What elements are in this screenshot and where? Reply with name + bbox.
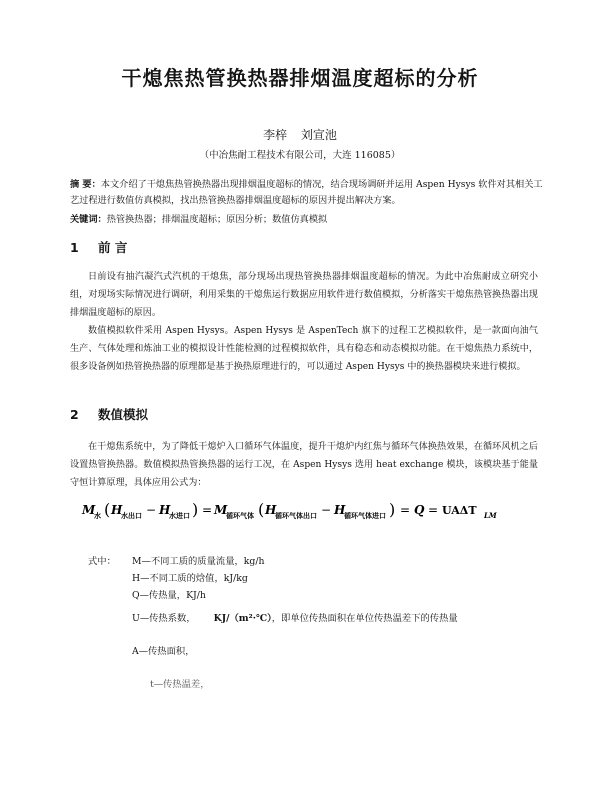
section-1-heading [70,238,127,256]
eq-equals-3: = [428,503,439,517]
section-2-number: 2 [70,407,79,422]
eq-h-in: H [159,503,171,517]
paper-title: 干熄焦热管换热器排烟温度超标的分析 [121,66,479,90]
eq-paren-open-1: ( [104,500,111,519]
eq-equals-1: = [202,503,213,517]
definition-m: M—不同工质的质量流量，kg/h [132,556,265,567]
definition-u [132,610,458,624]
energy-balance-equation [80,496,520,526]
eq-hg-out-sub: 循环气体进口 [344,511,386,520]
eq-minus-2: − [321,503,332,517]
abstract-text: 本文介绍了干熄焦热管换热器出现排烟温度超标的情况，结合现场调研并运用 Aspen Hysys 软件对其相关工艺过程进行数值仿真模拟，找出热管换热器排烟温度超标的原因并提出解决方案。 [70,179,543,206]
keywords [70,211,327,225]
eq-h-out-sub: 水出口 [121,511,142,520]
definition-dt: t—传热温差， [150,679,210,690]
keywords-label: 关键词： [70,214,107,225]
abstract-label: 摘 要： [70,179,101,190]
eq-hg-out: H [334,503,346,517]
definition-h: H—不同工质的焓值，kJ/kg [132,573,248,584]
definitions-intro: 式中： [88,556,116,567]
eq-m-water: M [82,503,96,517]
section-2-paragraph-1: 在干熄焦系统中，为了降低干熄炉入口循环气体温度，提升干熄炉内红焦与循环气体换热效果，在循环风机之后设置热管换热器。数值模拟热管换热器的运行工况，在 Aspen Hysys 选用 heat exchange 模块，该模块基于能量守恒计算原理，具体应用公式为： [70,442,538,488]
eq-hg-in: H [265,503,277,517]
section-1-title: 前 言 [98,240,128,255]
eq-hg-in-sub: 循环气体出口 [275,511,317,520]
authors: 李梓 刘宣池 [263,128,337,142]
eq-paren-close-2: ) [389,500,396,519]
eq-m-gas-sub: 循环气体 [226,511,254,520]
section-2-title: 数值模拟 [98,407,149,422]
eq-m-water-sub: 水 [94,511,101,520]
eq-q: Q [414,503,425,517]
section-2-heading [70,405,148,423]
definition-u-meaning: ，即单位传热面积在单位传热温差下的传热量 [271,613,458,624]
section-1-paragraph-2: 数值模拟软件采用 Aspen Hysys。Aspen Hysys 是 AspenTech 旗下的过程工艺模拟软件，是一款面向油气生产、气体处理和炼油工业的模拟设计性能检测的过程模拟软件，具有稳态和动态模拟功能。在干熄焦热力系统中，很多设备例如热管换热器的原理都是基于换热原理进行的，可以通过 Aspen Hysys 中的换热器模块来进行模拟。 [70,326,538,372]
abstract [70,177,550,209]
definition-a: A—传热面积， [132,646,195,657]
definition-q: Q—传热量，KJ/h [132,590,206,601]
definition-u-label: U—传热系数， [132,613,196,624]
eq-rhs-sub: LM [484,511,497,520]
eq-h-out: H [111,503,123,517]
eq-equals-2: = [400,503,411,517]
eq-rhs: UAΔT [442,504,477,517]
keywords-text: 热管换热器；排烟温度超标；原因分析；数值仿真模拟 [106,214,328,225]
section-1-paragraph-1: 日前设有抽汽凝汽式汽机的干熄焦，部分现场出现热管换热器排烟温度超标的情况。为此中冶焦耐成立研究小组，对现场实际情况进行调研，利用采集的干熄焦运行数据应用软件进行数值模拟，分析落实干熄焦热管换热器出现排烟温度超标的原因。 [70,272,538,318]
definition-u-unit: KJ/（m²·℃） [213,613,272,624]
affiliation: （中冶焦耐工程技术有限公司，大连 116085） [199,150,401,161]
eq-paren-open-2: ( [258,500,265,519]
eq-minus-1: − [146,503,157,517]
eq-h-in-sub: 水进口 [169,511,190,520]
eq-paren-close-1: ) [192,500,199,519]
section-1-number: 1 [70,240,79,255]
eq-m-gas: M [214,503,228,517]
